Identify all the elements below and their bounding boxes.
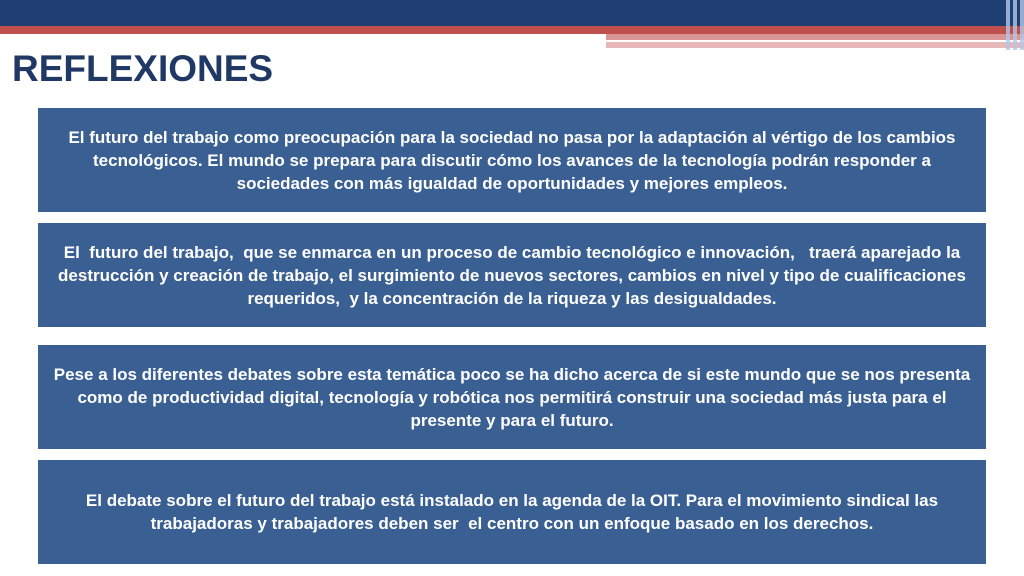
- header-navy-band: [0, 0, 1024, 26]
- reflection-box-3: [38, 345, 986, 449]
- header-accent-strip: [606, 34, 1024, 40]
- header-red-band: [0, 26, 1024, 34]
- reflection-box-2: [38, 223, 986, 327]
- reflection-box-1: [38, 108, 986, 212]
- corner-stripe: [1006, 0, 1010, 50]
- reflection-text-4: El debate sobre el futuro del trabajo está instalado en la agenda de la OIT. Para el movimiento sindical las trabajadoras y trabajadores deben ser el centro con un enfoque basado en los derechos.: [85, 491, 943, 533]
- reflection-text-2: El futuro del trabajo, que se enmarca en un proceso de cambio tecnológico e innovación, traerá aparejado la destrucción y creación de trabajo, el surgimiento de nuevos sectores, cambios en nivel y tipo de cualificaciones requeridos, y la concentración de la riqueza y las desigualdades.: [58, 242, 971, 308]
- reflection-text-1: El futuro del trabajo como preocupación para la sociedad no pasa por la adaptación al vértigo de los cambios tecnológicos. El mundo se prepara para discutir cómo los avances de la tecnología podrán responder a sociedades con más igualdad de oportunidades y mejores empleos.: [68, 127, 961, 193]
- header-accent-strip-light: [606, 42, 1024, 48]
- header-corner-stripes: [994, 0, 1024, 50]
- corner-stripe: [1013, 0, 1017, 50]
- header-divider-line: [820, 40, 950, 42]
- reflection-box-4: [38, 460, 986, 564]
- corner-stripe: [1020, 0, 1024, 50]
- slide-title: REFLEXIONES: [12, 48, 274, 89]
- reflection-text-3: Pese a los diferentes debates sobre esta temática poco se ha dicho acerca de si este mundo que se nos presenta como de productividad digital, tecnología y robótica nos permitirá construir una sociedad más justa para el presente y para el futuro.: [53, 364, 975, 430]
